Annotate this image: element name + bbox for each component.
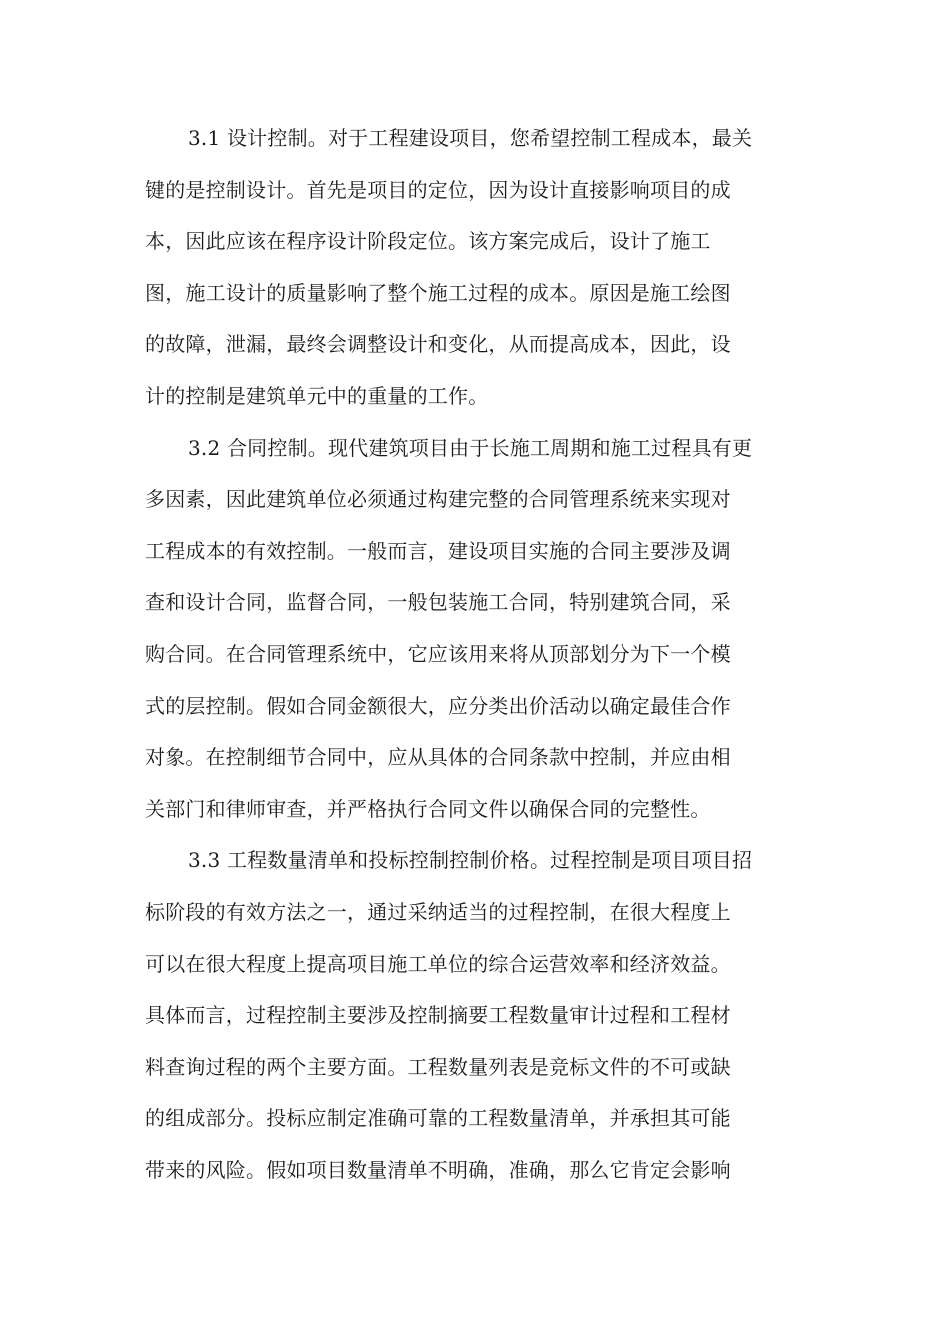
document-body (145, 113, 807, 1196)
text-line: 的故障，泄漏，最终会调整设计和变化，从而提高成本，因此，设 (145, 332, 731, 357)
text-line: 查和设计合同，监督合同，一般包装施工合同，特别建筑合同，采 (145, 590, 731, 615)
text-line: 可以在很大程度上提高项目施工单位的综合运营效率和经济效益。 (145, 951, 731, 976)
text-line: 购合同。在合同管理系统中，它应该用来将从顶部划分为下一个模 (145, 641, 731, 666)
paragraph-bill-of-quantities (145, 835, 807, 1196)
text-line: 3.1 设计控制。对于工程建设项目，您希望控制工程成本，最关 (188, 126, 753, 150)
text-line: 对象。在控制细节合同中，应从具体的合同条款中控制，并应由相 (145, 745, 731, 770)
text-line: 多因素，因此建筑单位必须通过构建完整的合同管理系统来实现对 (145, 487, 731, 512)
text-line: 具体而言，过程控制主要涉及控制摘要工程数量审计过程和工程材 (145, 1003, 731, 1028)
text-line: 式的层控制。假如合同金额很大，应分类出价活动以确定最佳合作 (145, 693, 731, 718)
text-line: 本，因此应该在程序设计阶段定位。该方案完成后，设计了施工 (145, 229, 711, 254)
text-line: 图，施工设计的质量影响了整个施工过程的成本。原因是施工绘图 (145, 280, 731, 305)
text-line: 3.3 工程数量清单和投标控制控制价格。过程控制是项目项目招 (188, 848, 753, 873)
text-line: 标阶段的有效方法之一，通过采纳适当的过程控制，在很大程度上 (145, 899, 731, 924)
text-line: 计的控制是建筑单元中的重量的工作。 (145, 383, 489, 408)
paragraph-design-control (145, 113, 807, 423)
paragraph-contract-control (145, 423, 807, 836)
text-line: 关部门和律师审查，并严格执行合同文件以确保合同的完整性。 (145, 796, 711, 821)
text-line: 的组成部分。投标应制定准确可靠的工程数量清单，并承担其可能 (145, 1106, 731, 1131)
text-line: 料查询过程的两个主要方面。工程数量列表是竞标文件的不可或缺 (145, 1054, 731, 1079)
text-line: 带来的风险。假如项目数量清单不明确，准确，那么它肯定会影响 (145, 1157, 731, 1182)
text-line: 工程成本的有效控制。一般而言，建设项目实施的合同主要涉及调 (145, 538, 731, 563)
text-line: 3.2 合同控制。现代建筑项目由于长施工周期和施工过程具有更 (188, 435, 753, 460)
text-line: 键的是控制设计。首先是项目的定位，因为设计直接影响项目的成 (145, 177, 731, 202)
